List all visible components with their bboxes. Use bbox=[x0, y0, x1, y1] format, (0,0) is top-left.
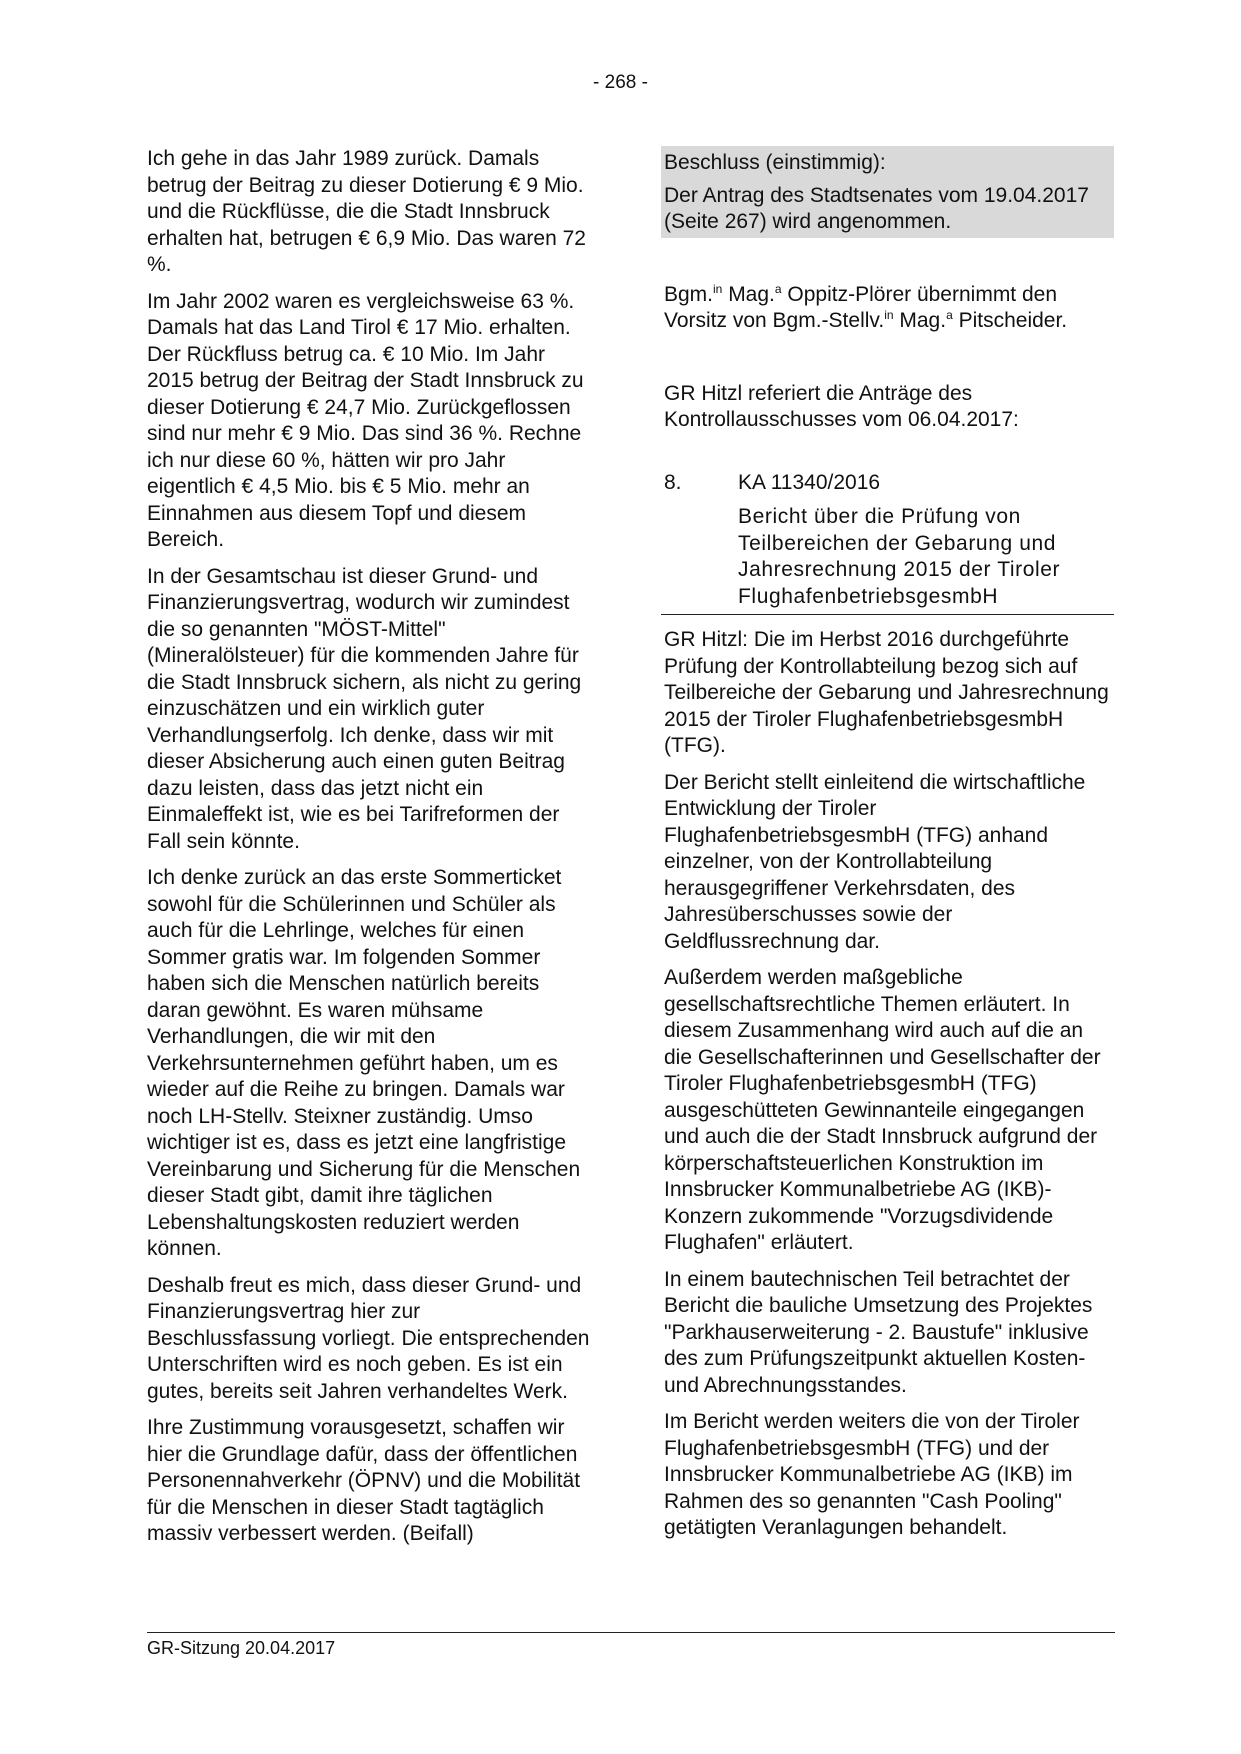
agenda-item-title: Bericht über die Prüfung von Teilbereichen der Gebarung und Jahresrechnung 2015 der Tiroler FlughafenbetriebsgesmbH bbox=[738, 505, 1061, 608]
left-paragraph-3: In der Gesamtschau ist dieser Grund- und Finanzierungsvertrag, wodurch wir zumindest die so genannten "MÖST-Mittel" (Mineralölsteuer) für die kommenden Jahre für die Stadt Innsbruck sichern, als nicht zu gering einzuschätzen und ein wirklich guter Verhandlungserfolg. Ich denke, dass wir mit dieser Absicherung auch einen guten Beitrag dazu leisten, dass das jetzt nicht ein Einmaleffekt ist, wie es bei Tarifreformen der Fall sein könnte. bbox=[147, 564, 582, 853]
chair-text-5: Pitscheider. bbox=[952, 309, 1068, 332]
left-paragraph-2: Im Jahr 2002 waren es vergleichsweise 63 %. Damals hat das Land Tirol € 17 Mio. erhalten. Der Rückfluss betrug ca. € 10 Mio. Im Jahr 2015 betrug der Beitrag der Stadt Innsbruck zu dieser Dotierung € 24,7 Mio. Zurückgeflossen sind nur mehr € 9 Mio. Das sind 36 %. Rechne ich nur diese 60 %, hätten wir pro Jahr eigentlich € 4,5 Mio. bis € 5 Mio. mehr an Einnahmen aus diesem Topf und diesem Bereich. bbox=[147, 289, 584, 551]
left-paragraph-5: Deshalb freut es mich, dass dieser Grund- und Finanzierungsvertrag hier zur Beschlussfassung vorliegt. Die entsprechenden Unterschriften wird es noch geben. Es ist ein gutes, bereits seit Jahren verhandeltes Werk. bbox=[147, 1273, 590, 1403]
footer-session-date: GR-Sitzung 20.04.2017 bbox=[147, 1638, 336, 1658]
right-paragraph-3: Außerdem werden maßgebliche gesellschaftsrechtliche Themen erläutert. In diesem Zusammenhang wird auch auf die an die Gesellschafterinnen und Gesellschafter der Tiroler FlughafenbetriebsgesmbH (TFG) ausgeschütteten Gewinnanteile eingegangen und auch die der Stadt Innsbruck aufgrund der körperschaftsteuerlichen Konstruktion im Innsbrucker Kommunalbetriebe AG (IKB)-Konzern zukommende "Vorzugsdividende Flughafen" erläutert. bbox=[664, 966, 1101, 1254]
chair-sup-3: in bbox=[884, 308, 894, 322]
right-column bbox=[664, 146, 1114, 1552]
agenda-item-divider bbox=[661, 614, 1114, 615]
right-paragraph-5: Im Bericht werden weiters die von der Tiroler FlughafenbetriebsgesmbH (TFG) und der Innsbrucker Kommunalbetriebe AG (IKB) im Rahmen des so genannten "Cash Pooling" getätigten Veranlagungen behandelt. bbox=[664, 1410, 1080, 1539]
decision-box bbox=[661, 146, 1114, 238]
agenda-item-header bbox=[664, 470, 1114, 497]
referral-text: GR Hitzl referiert die Anträge des Kontrollausschusses vom 06.04.2017: bbox=[664, 381, 1019, 431]
chair-sup-1: in bbox=[713, 281, 723, 296]
right-paragraph-1: GR Hitzl: Die im Herbst 2016 durchgeführte Prüfung der Kontrollabteilung bezog sich auf Teilbereiche der Gebarung und Jahresrechnung 2015 der Tiroler FlughafenbetriebsgesmbH (TFG). bbox=[664, 628, 1109, 757]
chair-text-2: Mag. bbox=[722, 282, 775, 306]
left-column bbox=[147, 146, 595, 1558]
right-paragraph-4: In einem bautechnischen Teil betrachtet der Bericht die bauliche Umsetzung des Projektes "Parkhauserweiterung - 2. Baustufe" inklusive des zum Prüfungszeitpunkt aktuellen Kosten- und Abrechnungsstandes. bbox=[664, 1267, 1093, 1397]
chair-sup-2: a bbox=[774, 281, 782, 296]
chair-text-1: Bgm. bbox=[664, 282, 714, 306]
page-number: - 268 - bbox=[593, 72, 648, 93]
chair-sup-4: a bbox=[946, 308, 953, 322]
decision-text: Der Antrag des Stadtsenates vom 19.04.2017 (Seite 267) wird angenommen. bbox=[664, 183, 1089, 233]
left-paragraph-6: Ihre Zustimmung vorausgesetzt, schaffen wir hier die Grundlage dafür, dass der öffentlichen Personennahverkehr (ÖPNV) und die Mobilität für die Menschen in dieser Stadt tagtäglich massiv verbessert werden. (Beifall) bbox=[147, 1416, 581, 1545]
left-paragraph-1: Ich gehe in das Jahr 1989 zurück. Damals betrug der Beitrag zu dieser Dotierung € 9 Mio. und die Rückflüsse, die die Stadt Innsbruck erhalten hat, betrugen € 6,9 Mio. Das waren 72 %. bbox=[147, 147, 586, 276]
chair-change-notice bbox=[664, 282, 1114, 335]
chair-text-4: Mag. bbox=[893, 309, 947, 332]
agenda-item-number: 8. bbox=[664, 470, 682, 494]
right-paragraph-2: Der Bericht stellt einleitend die wirtschaftliche Entwicklung der Tiroler FlughafenbetriebsgesmbH (TFG) anhand einzelner, von der Kontrollabteilung herausgegriffener Verkehrsdaten, des Jahresüberschusses sowie der Geldflussrechnung dar. bbox=[664, 770, 1086, 953]
agenda-item-reference: KA 11340/2016 bbox=[738, 470, 881, 494]
decision-heading: Beschluss (einstimmig): bbox=[664, 151, 886, 174]
footer-divider bbox=[147, 1632, 1115, 1633]
left-paragraph-4: Ich denke zurück an das erste Sommerticket sowohl für die Schülerinnen und Schüler als auch für die Lehrlinge, welches für einen Sommer gratis war. Im folgenden Sommer haben sich die Menschen natürlich bereits daran gewöhnt. Es waren mühsame Verhandlungen, die wir mit den Verkehrsunternehmen geführt haben, um es wieder auf die Reihe zu bringen. Damals war noch LH-Stellv. Steixner zuständig. Umso wichtiger ist es, dass es jetzt eine langfristige Vereinbarung und Sicherung für die Menschen dieser Stadt gibt, damit ihre täglichen Lebenshaltungskosten reduziert werden können. bbox=[147, 866, 581, 1260]
chair-text-3: Oppitz-Plörer übernimmt den Vorsitz von Bgm.-Stellv. bbox=[664, 282, 1058, 332]
